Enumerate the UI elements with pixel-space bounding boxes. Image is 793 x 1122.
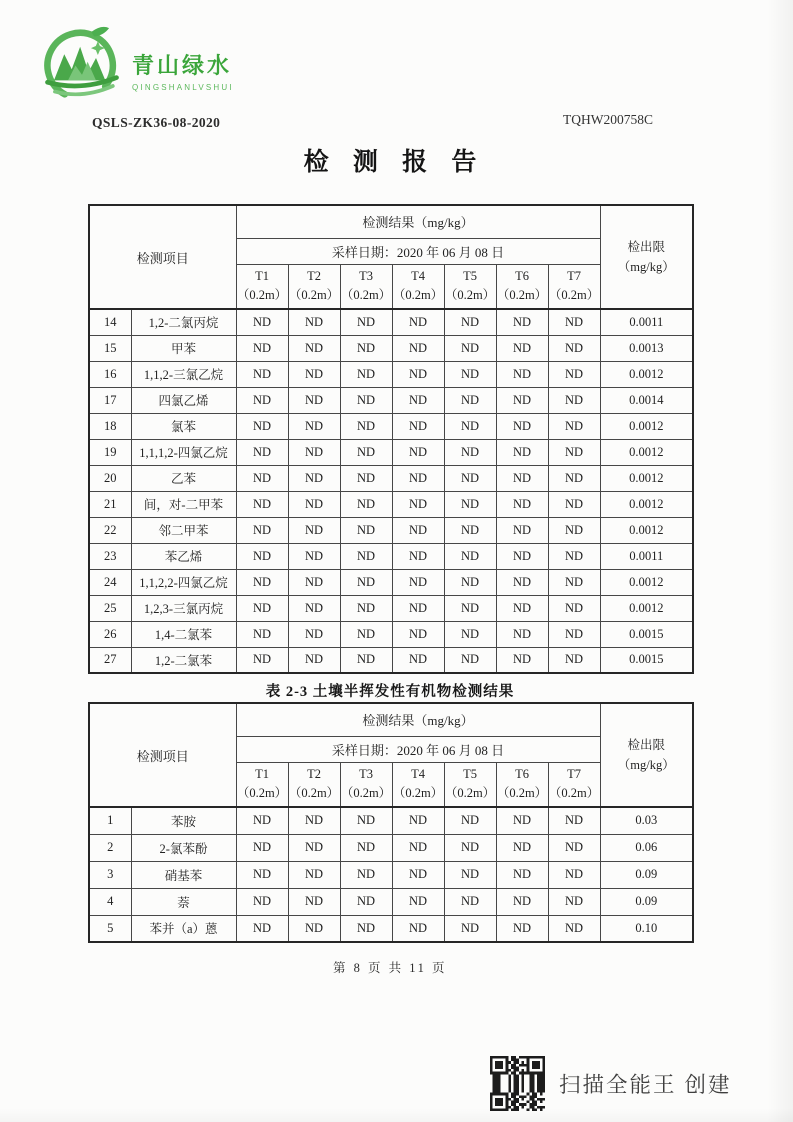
brand-subtitle: QINGSHANLVSHUI bbox=[132, 82, 234, 92]
result-value: ND bbox=[340, 517, 392, 543]
table-row bbox=[89, 465, 693, 491]
column-header-t7: T7 （0.2m） bbox=[548, 762, 600, 807]
result-value: ND bbox=[288, 915, 340, 942]
result-value: ND bbox=[444, 834, 496, 861]
result-value: ND bbox=[548, 335, 600, 361]
table-row bbox=[89, 647, 693, 673]
result-value: ND bbox=[444, 621, 496, 647]
item-name: 氯苯 bbox=[131, 413, 236, 439]
result-header: 检测结果（mg/kg） bbox=[236, 703, 600, 736]
result-value: ND bbox=[236, 491, 288, 517]
table-row bbox=[89, 834, 693, 861]
document-code-right: TQHW200758C bbox=[563, 112, 653, 127]
result-value: ND bbox=[496, 834, 548, 861]
result-value: ND bbox=[548, 517, 600, 543]
result-value: ND bbox=[340, 309, 392, 335]
result-value: ND bbox=[496, 888, 548, 915]
result-value: ND bbox=[288, 647, 340, 673]
detection-limit: 0.0012 bbox=[600, 413, 693, 439]
result-value: ND bbox=[236, 361, 288, 387]
result-value: ND bbox=[288, 888, 340, 915]
result-value: ND bbox=[444, 439, 496, 465]
result-value: ND bbox=[340, 915, 392, 942]
row-number: 23 bbox=[89, 543, 131, 569]
result-value: ND bbox=[288, 517, 340, 543]
detection-limit: 0.06 bbox=[600, 834, 693, 861]
detection-limit: 0.0014 bbox=[600, 387, 693, 413]
detection-limit: 0.0013 bbox=[600, 335, 693, 361]
detection-limit: 0.0012 bbox=[600, 491, 693, 517]
header-row-result bbox=[89, 205, 693, 238]
result-value: ND bbox=[444, 915, 496, 942]
result-value: ND bbox=[340, 569, 392, 595]
table-row bbox=[89, 517, 693, 543]
result-value: ND bbox=[444, 491, 496, 517]
result-value: ND bbox=[392, 621, 444, 647]
limit-header-line1: 检出限 bbox=[627, 240, 666, 254]
result-value: ND bbox=[340, 491, 392, 517]
row-number: 27 bbox=[89, 647, 131, 673]
voc-results-table bbox=[88, 204, 694, 674]
detection-limit: 0.03 bbox=[600, 807, 693, 834]
limit-column-header bbox=[600, 205, 693, 309]
result-value: ND bbox=[444, 335, 496, 361]
result-value: ND bbox=[548, 491, 600, 517]
mountain-water-logo-icon bbox=[40, 20, 124, 110]
column-header-t5: T5 （0.2m） bbox=[444, 762, 496, 807]
result-value: ND bbox=[444, 543, 496, 569]
result-value: ND bbox=[236, 569, 288, 595]
column-header-t4: T4 （0.2m） bbox=[392, 762, 444, 807]
result-value: ND bbox=[496, 413, 548, 439]
result-value: ND bbox=[444, 888, 496, 915]
item-name: 1,4-二氯苯 bbox=[131, 621, 236, 647]
result-value: ND bbox=[340, 888, 392, 915]
result-value: ND bbox=[496, 915, 548, 942]
result-value: ND bbox=[288, 491, 340, 517]
result-value: ND bbox=[340, 439, 392, 465]
result-value: ND bbox=[496, 543, 548, 569]
result-value: ND bbox=[236, 915, 288, 942]
result-value: ND bbox=[288, 834, 340, 861]
result-value: ND bbox=[444, 647, 496, 673]
result-value: ND bbox=[288, 595, 340, 621]
table-row bbox=[89, 413, 693, 439]
result-value: ND bbox=[444, 413, 496, 439]
result-value: ND bbox=[392, 517, 444, 543]
result-value: ND bbox=[496, 439, 548, 465]
result-value: ND bbox=[548, 569, 600, 595]
detection-limit: 0.10 bbox=[600, 915, 693, 942]
result-value: ND bbox=[496, 387, 548, 413]
result-value: ND bbox=[236, 517, 288, 543]
table-row bbox=[89, 915, 693, 942]
item-name: 苯乙烯 bbox=[131, 543, 236, 569]
item-name: 1,2-二氯苯 bbox=[131, 647, 236, 673]
detection-limit: 0.0012 bbox=[600, 569, 693, 595]
result-value: ND bbox=[392, 543, 444, 569]
result-value: ND bbox=[548, 834, 600, 861]
column-header-t6: T6 （0.2m） bbox=[496, 264, 548, 309]
result-value: ND bbox=[340, 647, 392, 673]
row-number: 26 bbox=[89, 621, 131, 647]
result-value: ND bbox=[340, 543, 392, 569]
result-value: ND bbox=[548, 387, 600, 413]
row-number: 2 bbox=[89, 834, 131, 861]
item-name: 邻二甲苯 bbox=[131, 517, 236, 543]
item-name: 2-氯苯酚 bbox=[131, 834, 236, 861]
result-value: ND bbox=[496, 361, 548, 387]
result-value: ND bbox=[496, 335, 548, 361]
result-value: ND bbox=[444, 309, 496, 335]
header-row-result bbox=[89, 703, 693, 736]
row-number: 14 bbox=[89, 309, 131, 335]
result-value: ND bbox=[444, 361, 496, 387]
result-value: ND bbox=[236, 595, 288, 621]
result-value: ND bbox=[392, 647, 444, 673]
column-header-t3: T3 （0.2m） bbox=[340, 762, 392, 807]
row-number: 19 bbox=[89, 439, 131, 465]
result-value: ND bbox=[548, 888, 600, 915]
result-value: ND bbox=[236, 465, 288, 491]
result-value: ND bbox=[496, 647, 548, 673]
result-value: ND bbox=[392, 915, 444, 942]
limit-header-line2: （mg/kg） bbox=[617, 758, 675, 772]
page-number-footer: 第 8 页 共 11 页 bbox=[333, 961, 447, 975]
result-value: ND bbox=[496, 861, 548, 888]
result-value: ND bbox=[236, 439, 288, 465]
scanner-watermark bbox=[490, 1056, 731, 1111]
result-value: ND bbox=[392, 807, 444, 834]
result-value: ND bbox=[444, 465, 496, 491]
result-value: ND bbox=[548, 861, 600, 888]
result-value: ND bbox=[392, 595, 444, 621]
detection-limit: 0.0012 bbox=[600, 595, 693, 621]
row-number: 1 bbox=[89, 807, 131, 834]
item-name: 甲苯 bbox=[131, 335, 236, 361]
table-row bbox=[89, 569, 693, 595]
table-row bbox=[89, 439, 693, 465]
result-value: ND bbox=[496, 491, 548, 517]
result-value: ND bbox=[236, 309, 288, 335]
page-title: 检 测 报 告 bbox=[303, 149, 486, 176]
detection-limit: 0.09 bbox=[600, 861, 693, 888]
item-name: 1,1,1,2-四氯乙烷 bbox=[131, 439, 236, 465]
result-value: ND bbox=[288, 309, 340, 335]
table-caption: 表 2-3 土壤半挥发性有机物检测结果 bbox=[265, 684, 515, 700]
item-column-header: 检测项目 bbox=[89, 205, 236, 309]
limit-header-line1: 检出限 bbox=[627, 738, 666, 752]
column-header-t1: T1 （0.2m） bbox=[236, 264, 288, 309]
result-value: ND bbox=[444, 387, 496, 413]
detection-limit: 0.0012 bbox=[600, 517, 693, 543]
item-name: 四氯乙烯 bbox=[131, 387, 236, 413]
result-value: ND bbox=[392, 413, 444, 439]
item-name: 硝基苯 bbox=[131, 861, 236, 888]
result-value: ND bbox=[340, 861, 392, 888]
table-row bbox=[89, 491, 693, 517]
result-value: ND bbox=[392, 465, 444, 491]
detection-limit: 0.0011 bbox=[600, 309, 693, 335]
result-value: ND bbox=[548, 915, 600, 942]
item-name: 间，对-二甲苯 bbox=[131, 491, 236, 517]
result-value: ND bbox=[548, 413, 600, 439]
result-value: ND bbox=[496, 569, 548, 595]
table-row bbox=[89, 888, 693, 915]
detection-limit: 0.0012 bbox=[600, 439, 693, 465]
svoc-results-table bbox=[88, 702, 694, 943]
result-value: ND bbox=[444, 569, 496, 595]
column-header-t2: T2 （0.2m） bbox=[288, 762, 340, 807]
result-value: ND bbox=[444, 595, 496, 621]
result-value: ND bbox=[496, 807, 548, 834]
result-value: ND bbox=[548, 807, 600, 834]
result-value: ND bbox=[444, 517, 496, 543]
result-value: ND bbox=[392, 888, 444, 915]
table-row bbox=[89, 543, 693, 569]
result-value: ND bbox=[392, 861, 444, 888]
result-value: ND bbox=[392, 387, 444, 413]
row-number: 25 bbox=[89, 595, 131, 621]
result-value: ND bbox=[288, 413, 340, 439]
result-value: ND bbox=[548, 439, 600, 465]
item-name: 苯并（a）蒽 bbox=[131, 915, 236, 942]
result-value: ND bbox=[236, 335, 288, 361]
detection-limit: 0.0012 bbox=[600, 465, 693, 491]
result-value: ND bbox=[236, 888, 288, 915]
result-value: ND bbox=[236, 807, 288, 834]
result-value: ND bbox=[392, 491, 444, 517]
brand-name: 青山绿水 bbox=[132, 52, 233, 78]
detection-limit: 0.0011 bbox=[600, 543, 693, 569]
row-number: 21 bbox=[89, 491, 131, 517]
result-header: 检测结果（mg/kg） bbox=[236, 205, 600, 238]
result-value: ND bbox=[548, 647, 600, 673]
result-value: ND bbox=[548, 543, 600, 569]
result-value: ND bbox=[288, 335, 340, 361]
result-value: ND bbox=[496, 595, 548, 621]
result-value: ND bbox=[392, 335, 444, 361]
qr-code-icon bbox=[490, 1056, 545, 1111]
result-value: ND bbox=[340, 621, 392, 647]
table-row bbox=[89, 335, 693, 361]
result-value: ND bbox=[548, 621, 600, 647]
item-name: 萘 bbox=[131, 888, 236, 915]
result-value: ND bbox=[288, 621, 340, 647]
scanner-note-label: 扫描全能王 创建 bbox=[559, 1073, 732, 1097]
result-value: ND bbox=[392, 309, 444, 335]
result-value: ND bbox=[548, 465, 600, 491]
result-value: ND bbox=[236, 413, 288, 439]
result-value: ND bbox=[496, 309, 548, 335]
item-name: 1,1,2,2-四氯乙烷 bbox=[131, 569, 236, 595]
company-logo bbox=[40, 20, 234, 110]
result-value: ND bbox=[288, 569, 340, 595]
column-header-t3: T3 （0.2m） bbox=[340, 264, 392, 309]
result-value: ND bbox=[444, 861, 496, 888]
table-row bbox=[89, 807, 693, 834]
result-value: ND bbox=[340, 807, 392, 834]
detection-limit: 0.0015 bbox=[600, 647, 693, 673]
detection-limit: 0.0015 bbox=[600, 621, 693, 647]
result-value: ND bbox=[340, 361, 392, 387]
column-header-t7: T7 （0.2m） bbox=[548, 264, 600, 309]
item-name: 乙苯 bbox=[131, 465, 236, 491]
result-value: ND bbox=[288, 387, 340, 413]
detection-limit: 0.09 bbox=[600, 888, 693, 915]
item-name: 苯胺 bbox=[131, 807, 236, 834]
row-number: 5 bbox=[89, 915, 131, 942]
result-value: ND bbox=[236, 387, 288, 413]
result-value: ND bbox=[496, 621, 548, 647]
detection-limit: 0.0012 bbox=[600, 361, 693, 387]
limit-column-header bbox=[600, 703, 693, 807]
result-value: ND bbox=[340, 387, 392, 413]
voc-table-body bbox=[89, 309, 693, 673]
result-value: ND bbox=[496, 465, 548, 491]
result-value: ND bbox=[340, 465, 392, 491]
result-value: ND bbox=[288, 361, 340, 387]
row-number: 17 bbox=[89, 387, 131, 413]
result-value: ND bbox=[288, 439, 340, 465]
result-value: ND bbox=[288, 807, 340, 834]
result-value: ND bbox=[392, 361, 444, 387]
item-column-header: 检测项目 bbox=[89, 703, 236, 807]
sampling-date-header: 采样日期：2020 年 06 月 08 日 bbox=[236, 238, 600, 264]
result-value: ND bbox=[392, 834, 444, 861]
row-number: 24 bbox=[89, 569, 131, 595]
column-header-t5: T5 （0.2m） bbox=[444, 264, 496, 309]
column-header-t6: T6 （0.2m） bbox=[496, 762, 548, 807]
result-value: ND bbox=[496, 517, 548, 543]
result-value: ND bbox=[340, 335, 392, 361]
result-value: ND bbox=[236, 647, 288, 673]
result-value: ND bbox=[392, 569, 444, 595]
column-header-t2: T2 （0.2m） bbox=[288, 264, 340, 309]
logo-text bbox=[132, 49, 234, 92]
result-value: ND bbox=[340, 834, 392, 861]
item-name: 1,2,3-三氯丙烷 bbox=[131, 595, 236, 621]
result-value: ND bbox=[340, 413, 392, 439]
sampling-date-header: 采样日期：2020 年 06 月 08 日 bbox=[236, 736, 600, 762]
table-row bbox=[89, 309, 693, 335]
result-value: ND bbox=[444, 807, 496, 834]
result-value: ND bbox=[236, 543, 288, 569]
result-value: ND bbox=[236, 834, 288, 861]
result-value: ND bbox=[236, 621, 288, 647]
result-value: ND bbox=[548, 309, 600, 335]
result-value: ND bbox=[288, 465, 340, 491]
document-code-left: QSLS-ZK36-08-2020 bbox=[92, 115, 221, 130]
limit-header-line2: （mg/kg） bbox=[617, 260, 675, 274]
row-number: 20 bbox=[89, 465, 131, 491]
table-row bbox=[89, 861, 693, 888]
row-number: 16 bbox=[89, 361, 131, 387]
result-value: ND bbox=[392, 439, 444, 465]
result-value: ND bbox=[288, 543, 340, 569]
item-name: 1,2-二氯丙烷 bbox=[131, 309, 236, 335]
column-header-t4: T4 （0.2m） bbox=[392, 264, 444, 309]
table-row bbox=[89, 621, 693, 647]
table-row bbox=[89, 387, 693, 413]
result-value: ND bbox=[548, 595, 600, 621]
row-number: 22 bbox=[89, 517, 131, 543]
table-row bbox=[89, 361, 693, 387]
result-value: ND bbox=[288, 861, 340, 888]
result-value: ND bbox=[340, 595, 392, 621]
row-number: 15 bbox=[89, 335, 131, 361]
row-number: 18 bbox=[89, 413, 131, 439]
result-value: ND bbox=[236, 861, 288, 888]
column-header-t1: T1 （0.2m） bbox=[236, 762, 288, 807]
result-value: ND bbox=[548, 361, 600, 387]
row-number: 3 bbox=[89, 861, 131, 888]
svoc-table-body bbox=[89, 807, 693, 942]
table-row bbox=[89, 595, 693, 621]
item-name: 1,1,2-三氯乙烷 bbox=[131, 361, 236, 387]
row-number: 4 bbox=[89, 888, 131, 915]
